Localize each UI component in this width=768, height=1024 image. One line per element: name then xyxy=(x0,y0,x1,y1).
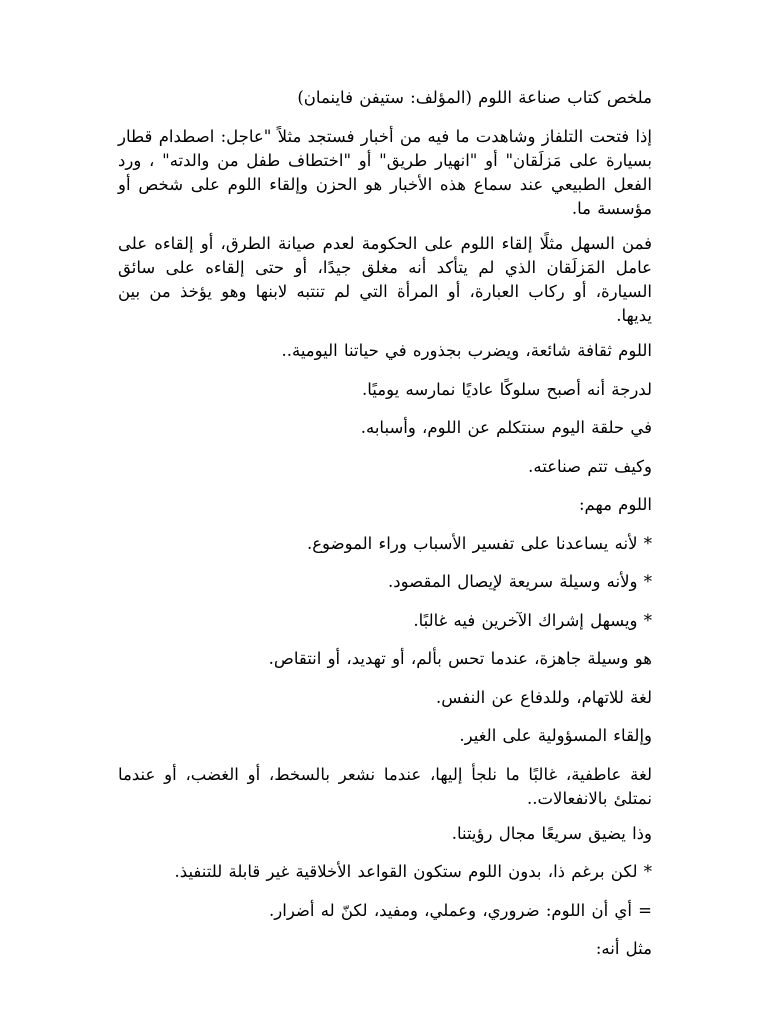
paragraph-6: وكيف تتم صناعته. xyxy=(528,456,652,476)
paragraph-11: لغة عاطفية، غالبًا ما نلجأ إليها، عندما نشعر بالسخط، أو الغضب، أو عندما نمتلئ بالانفعالات.. xyxy=(118,764,652,808)
document-body xyxy=(118,86,652,976)
list-item-4: * لكن برغم ذا، بدون اللوم ستكون القواعد الأخلاقية غير قابلة للتنفيذ. xyxy=(174,862,652,881)
list-item-2: * ولأنه وسيلة سريعة لإيصال المقصود. xyxy=(388,572,652,591)
paragraph-10: وإلقاء المسؤولية على الغير. xyxy=(459,726,652,745)
paragraph-14: مثل أنه: xyxy=(595,939,652,958)
paragraph-5: في حلقة اليوم سنتكلم عن اللوم، وأسبابه. xyxy=(360,418,652,437)
paragraph-9: لغة للاتهام، وللدفاع عن النفس. xyxy=(436,687,652,707)
paragraph-12: وذا يضيق سريعًا مجال رؤيتنا. xyxy=(451,823,652,843)
document-title: ملخص كتاب صناعة اللوم (المؤلف: ستيفن فاينمان) xyxy=(297,88,652,107)
paragraph-13: = أي أن اللوم: ضروري، وعملي، ومفيد، لكنّ له أضرار. xyxy=(269,900,652,920)
paragraph-2: فمن السهل مثلًا إلقاء اللوم على الحكومة لعدم صيانة الطرق، أو إلقاءه على عامل المَزلَقان الذي لم يتأكد أنه مغلق جيدًا، أو حتى إلقاءه على سائق السيارة، أو ركاب العبارة، أو المرأة التي لم تنتبه لابنها وهو يؤخذ من بين يديها. xyxy=(118,234,652,325)
list-item-3: * ويسهل إشراك الآخرين فيه غالبًا. xyxy=(413,610,652,630)
list-item-1: * لأنه يساعدنا على تفسير الأسباب وراء الموضوع. xyxy=(306,533,652,553)
paragraph-8: هو وسيلة جاهزة، عندما تحس بألم، أو تهديد، أو انتقاص. xyxy=(268,649,652,668)
paragraph-7: اللوم مهم: xyxy=(578,495,652,514)
paragraph-1: إذا فتحت التلفاز وشاهدت ما فيه من أخبار فستجد مثلاً "عاجل: اصطدام قطار بسيارة على مَزلَقان" أو "انهيار طريق" أو "اختطاف طفل من والدته" ، ورد الفعل الطبيعي عند سماع هذه الأخبار هو الحزن وإلقاء اللوم على شخص أو مؤسسة ما. xyxy=(118,127,652,218)
paragraph-3: اللوم ثقافة شائعة، ويضرب بجذوره في حياتنا اليومية.. xyxy=(281,341,652,360)
paragraph-4: لدرجة أنه أصبح سلوكًا عاديًا نمارسه يوميًا. xyxy=(362,379,652,399)
